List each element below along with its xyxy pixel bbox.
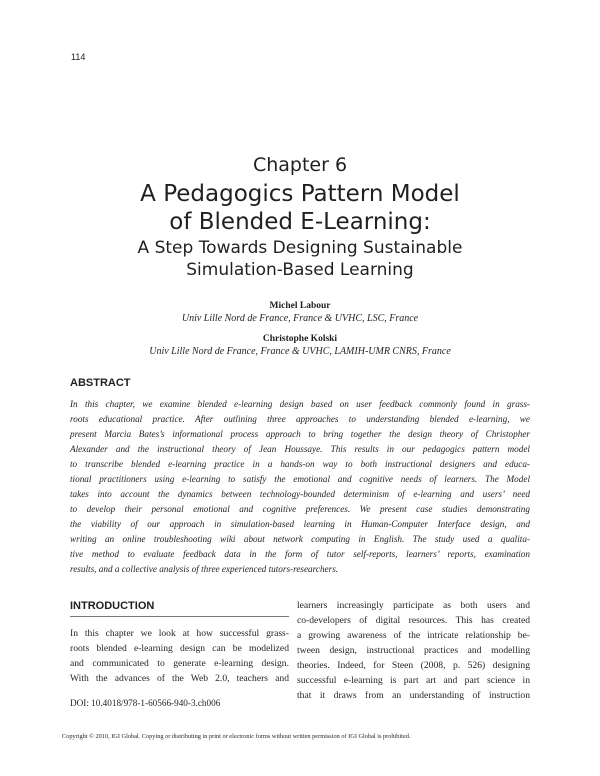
abstract-heading: ABSTRACT bbox=[70, 377, 131, 389]
body-line: learners increasingly participate as both users and bbox=[297, 600, 530, 611]
copyright-notice: Copyright © 2010, IGI Global. Copying or distributing in print or electronic forms without written permission of IGI Global is prohibited. bbox=[62, 733, 411, 740]
abstract-line: tional practitioners using e-learning to satisfy the emotional and cognitive needs of learners. The Model bbox=[70, 474, 530, 484]
subtitle-line: Simulation-Based Learning bbox=[186, 260, 414, 280]
body-line: With the advances of the Web 2.0, teachers and bbox=[70, 673, 289, 684]
abstract-line: roots educational practice. After outlining three approaches to understanding blended e-learning, we bbox=[70, 414, 530, 424]
body-line: co-developers of digital resources. This has created bbox=[297, 615, 530, 626]
chapter-subtitle bbox=[0, 237, 600, 281]
body-line: and communicated to generate e-learning design. bbox=[70, 658, 289, 669]
abstract-line: tive method to evaluate feedback data in the form of tutor self-reports, learners’ reports, examination bbox=[70, 549, 530, 559]
author-affiliation: Univ Lille Nord de France, France & UVHC, LAMIH-UMR CNRS, France bbox=[149, 346, 451, 357]
body-line: tween design, instructional practices and modelling bbox=[297, 645, 530, 656]
author-name: Christophe Kolski bbox=[262, 334, 338, 344]
abstract-line: present Marcia Bates’s informational process approach to bring together the design theory of Christopher bbox=[70, 429, 530, 439]
abstract-line: Alexander and the instructional theory of Jean Houssaye. This results in our pedagogics pattern model bbox=[70, 444, 530, 454]
abstract-line: In this chapter, we examine blended e-learning design based on user feedback commonly found in grass- bbox=[70, 399, 530, 409]
title-line: of Blended E-Learning: bbox=[169, 209, 431, 235]
body-line: successful e-learning is part art and part science in bbox=[297, 675, 530, 686]
title-line: A Pedagogics Pattern Model bbox=[140, 181, 460, 207]
page-number: 114 bbox=[71, 52, 86, 62]
abstract-line: to transcribe blended e-learning practice in a hands-on way to both instructional designers and educa- bbox=[70, 459, 530, 469]
abstract-line: to develop their personal emotional and cognitive preferences. We present case studies demonstrating bbox=[70, 504, 530, 514]
body-line: theories. Indeed, for Steen (2008, p. 526) designing bbox=[297, 660, 530, 671]
introduction-heading: INTRODUCTION bbox=[70, 600, 155, 612]
body-line: In this chapter we look at how successful grass- bbox=[70, 628, 289, 639]
chapter-label: Chapter 6 bbox=[252, 154, 348, 176]
abstract-line: the viability of our approach in simulation-based learning in Human-Computer Interface design, and bbox=[70, 519, 530, 529]
body-line: that it draws from an understanding of instruction bbox=[297, 690, 530, 701]
subtitle-line: A Step Towards Designing Sustainable bbox=[137, 238, 463, 258]
body-line: a growing awareness of the intricate relationship be- bbox=[297, 630, 530, 641]
doi: DOI: 10.4018/978-1-60566-940-3.ch006 bbox=[70, 698, 221, 708]
author-affiliation: Univ Lille Nord de France, France & UVHC, LSC, France bbox=[181, 313, 419, 324]
heading-divider bbox=[70, 616, 289, 617]
abstract-line: writing an online troubleshooting wiki about network computing in English. The study used a qualita- bbox=[70, 534, 530, 544]
body-line: roots blended e-learning design can be modelized bbox=[70, 643, 289, 654]
abstract-line: takes into account the dynamics between technology-bounded determinism of e-learning and users’ need bbox=[70, 489, 530, 499]
abstract-line: results, and a collective analysis of three experienced tutors-researchers. bbox=[70, 564, 339, 574]
chapter-title bbox=[0, 180, 600, 236]
author-name: Michel Labour bbox=[269, 301, 331, 311]
